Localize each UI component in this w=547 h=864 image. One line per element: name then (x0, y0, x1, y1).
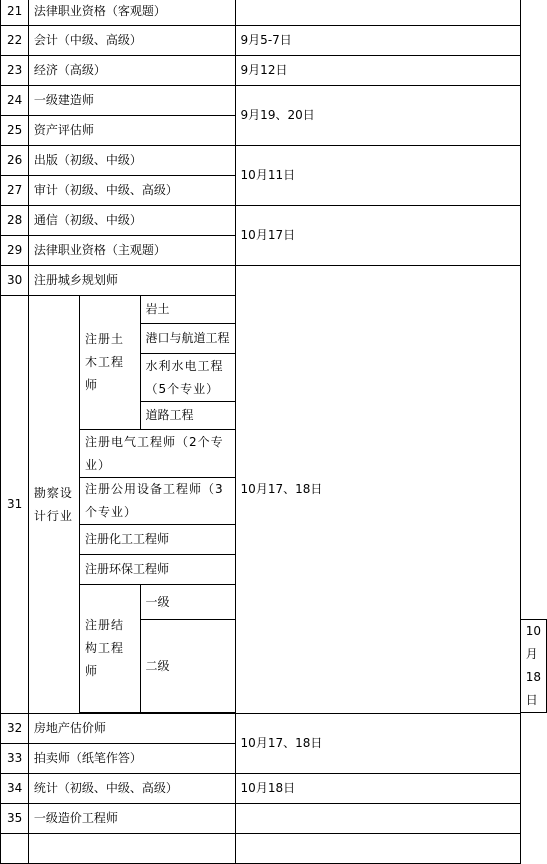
civil-sub-specialty: 水利水电工程（5个专业） (140, 354, 235, 402)
structural-level: 二级 (140, 620, 235, 713)
exam-name: 通信（初级、中级） (28, 206, 235, 236)
table-row (1, 714, 547, 744)
exam-date (235, 804, 520, 834)
structural-engineer-label: 注册结构工程师 (80, 585, 141, 713)
exam-date-empty (235, 834, 520, 864)
table-row (1, 86, 547, 116)
table-row (1, 206, 547, 236)
exam-date: 10月17、18日 (235, 266, 520, 714)
table-row (1, 774, 547, 804)
exam-name: 房地产估价师 (28, 714, 235, 744)
row-number: 27 (1, 176, 29, 206)
exam-date: 10月18日 (520, 620, 546, 713)
exam-name: 一级建造师 (28, 86, 235, 116)
exam-name: 审计（初级、中级、高级） (28, 176, 235, 206)
exam-name-empty (28, 834, 235, 864)
exam-date: 10月11日 (235, 146, 520, 206)
industry-label: 勘察设计行业 (28, 296, 79, 714)
row-number: 30 (1, 266, 29, 296)
exam-name: 一级造价工程师 (28, 804, 235, 834)
row-number-empty (1, 834, 29, 864)
exam-name: 会计（中级、高级） (28, 26, 235, 56)
exam-name: 法律职业资格（客观题） (28, 0, 235, 26)
row-number: 22 (1, 26, 29, 56)
exam-date: 10月17日 (235, 206, 520, 266)
row-number: 23 (1, 56, 29, 86)
table-row (1, 834, 547, 864)
table-row (1, 266, 547, 296)
table-row (1, 146, 547, 176)
table-row (1, 56, 547, 86)
table-row (1, 0, 547, 26)
exam-date: 9月12日 (235, 56, 520, 86)
exam-date: 9月5-7日 (235, 26, 520, 56)
row-number: 32 (1, 714, 29, 744)
row-number: 29 (1, 236, 29, 266)
exam-date (235, 0, 520, 26)
row-number: 31 (1, 296, 29, 714)
row-number: 33 (1, 744, 29, 774)
utility-engineer: 注册公用设备工程师（3个专业） (80, 478, 236, 525)
row-number: 26 (1, 146, 29, 176)
row-number: 21 (1, 0, 29, 26)
exam-date: 9月19、20日 (235, 86, 520, 146)
row-number: 35 (1, 804, 29, 834)
row-number: 34 (1, 774, 29, 804)
row-number: 28 (1, 206, 29, 236)
chemical-engineer: 注册化工工程师 (80, 525, 236, 555)
civil-sub-specialty: 岩土 (140, 296, 235, 324)
civil-engineer-label: 注册土木工程师 (80, 296, 141, 430)
structural-level: 一级 (140, 585, 235, 620)
exam-name: 法律职业资格（主观题） (28, 236, 235, 266)
exam-name: 统计（初级、中级、高级） (28, 774, 235, 804)
table-row (1, 804, 547, 834)
exam-name: 经济（高级） (28, 56, 235, 86)
exam-date: 10月17、18日 (235, 714, 520, 774)
exam-name: 注册城乡规划师 (28, 266, 235, 296)
row-number: 25 (1, 116, 29, 146)
table-row (1, 26, 547, 56)
exam-name: 拍卖师（纸笔作答） (28, 744, 235, 774)
civil-sub-specialty: 港口与航道工程 (140, 324, 235, 354)
civil-sub-specialty: 道路工程 (140, 402, 235, 430)
electrical-engineer: 注册电气工程师（2个专业） (80, 430, 236, 478)
environmental-engineer: 注册环保工程师 (80, 555, 236, 585)
exam-name: 资产评估师 (28, 116, 235, 146)
exam-name: 出版（初级、中级） (28, 146, 235, 176)
row-number: 24 (1, 86, 29, 116)
exam-date: 10月18日 (235, 774, 520, 804)
